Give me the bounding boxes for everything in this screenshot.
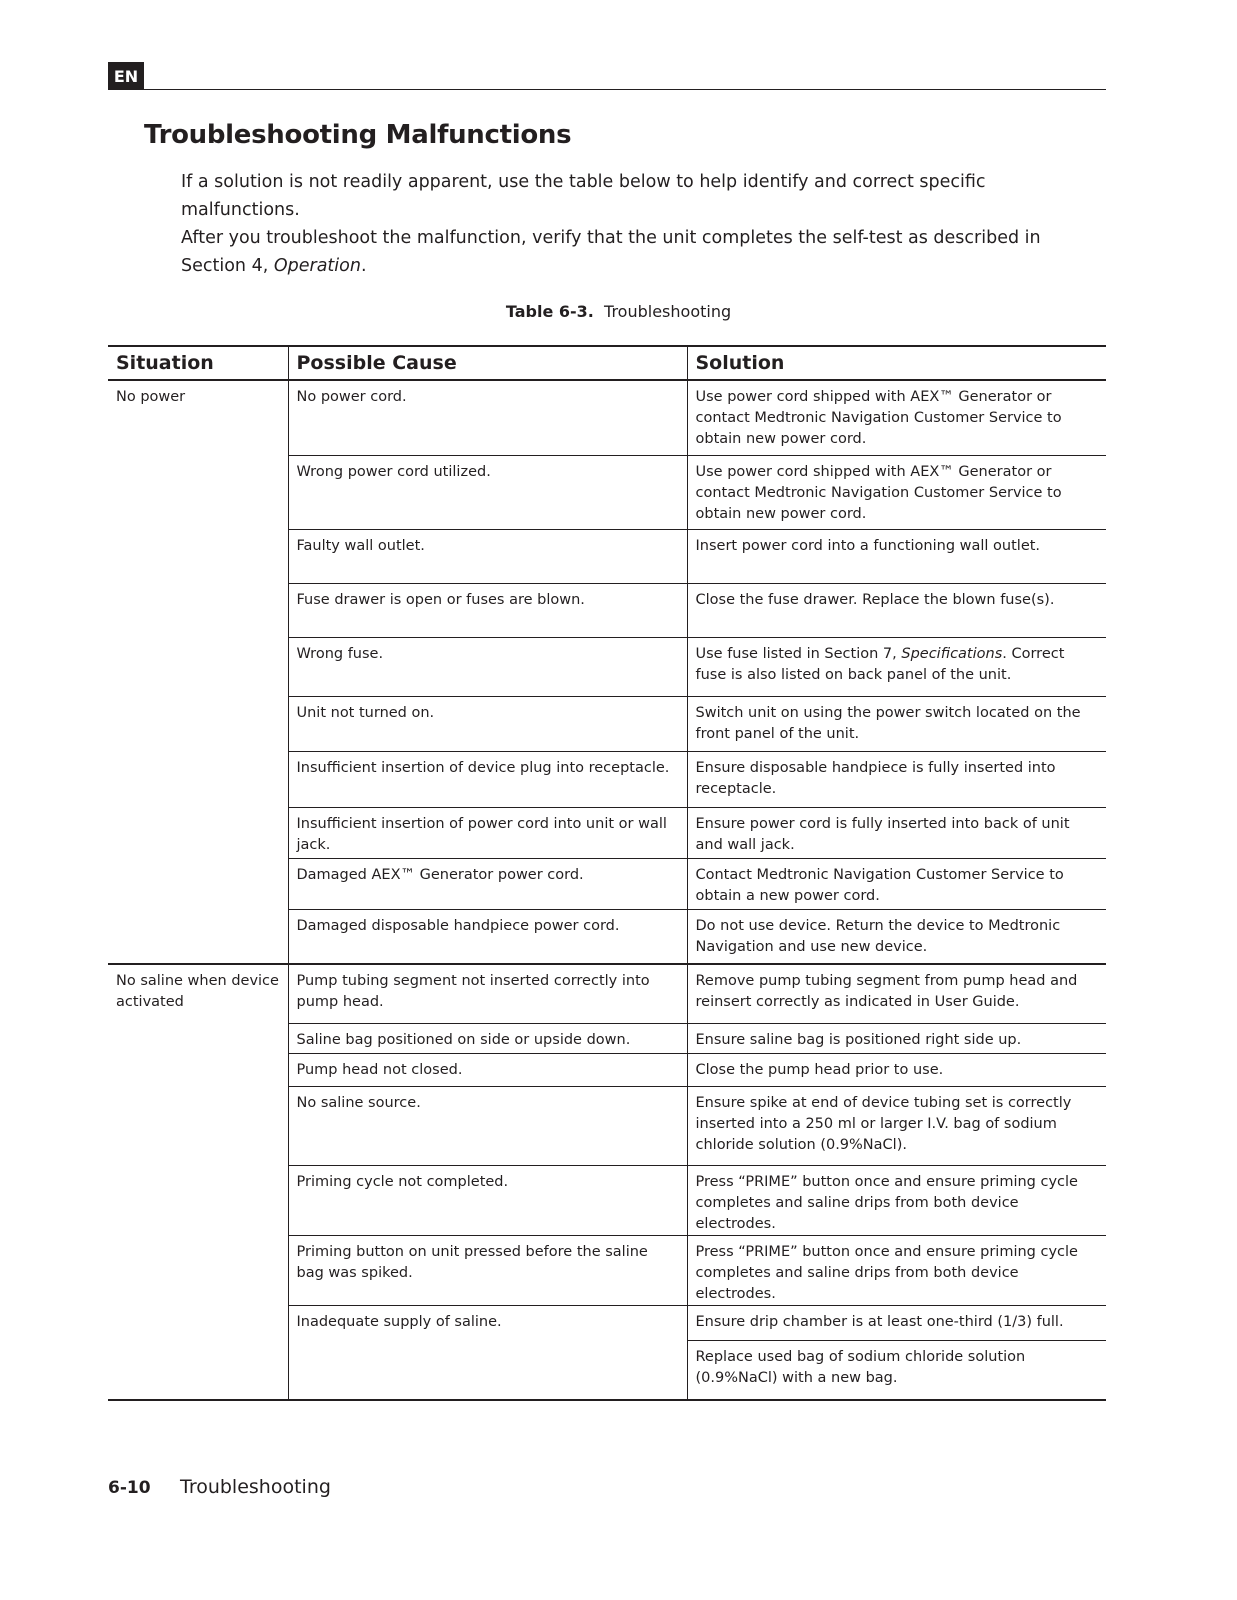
solution-cell: Do not use device. Return the device to Medtronic Navigation and use new device. (687, 909, 1106, 964)
solution-cell: Replace used bag of sodium chloride solution (0.9%NaCl) with a new bag. (687, 1340, 1106, 1400)
page-title: Troubleshooting Malfunctions (144, 120, 572, 150)
table-header-row (108, 346, 1106, 380)
solution-cell: Use power cord shipped with AEX™ Generator or contact Medtronic Navigation Customer Service to obtain new power cord. (687, 455, 1106, 529)
cause-cell: Pump head not closed. (288, 1053, 687, 1086)
intro-line-3-prefix: Section 4, (181, 256, 274, 276)
solution-cell: Ensure spike at end of device tubing set is correctly inserted into a 250 ml or larger I.V. bag of sodium chloride solution (0.9%NaCl). (687, 1086, 1106, 1165)
operation-reference: Operation (273, 256, 361, 276)
cause-cell: Saline bag positioned on side or upside down. (288, 1023, 687, 1053)
intro-line-3-suffix: . (360, 256, 367, 276)
table-caption (0, 302, 1237, 321)
solution-cell: Press “PRIME” button once and ensure priming cycle completes and saline drips from both device electrodes. (687, 1165, 1106, 1235)
table-row (108, 380, 1106, 455)
table-caption-text: Troubleshooting (604, 302, 732, 321)
solution-cell: Press “PRIME” button once and ensure priming cycle completes and saline drips from both device electrodes. (687, 1235, 1106, 1305)
solution-cell: Close the pump head prior to use. (687, 1053, 1106, 1086)
cause-cell: Damaged disposable handpiece power cord. (288, 909, 687, 964)
cause-cell: Unit not turned on. (288, 696, 687, 751)
solution-prefix: Use fuse listed in Section 7, (695, 645, 902, 662)
table-row (108, 964, 1106, 1023)
specifications-reference: Specifications (901, 645, 1003, 662)
troubleshooting-table (108, 345, 1106, 1401)
cause-cell: Damaged AEX™ Generator power cord. (288, 858, 687, 909)
situation-cell: No saline when device activated (108, 964, 288, 1400)
solution-cell: Ensure disposable handpiece is fully inserted into receptacle. (687, 751, 1106, 807)
solution-cell: Remove pump tubing segment from pump head and reinsert correctly as indicated in User Guide. (687, 964, 1106, 1023)
solution-cell: Close the fuse drawer. Replace the blown fuse(s). (687, 583, 1106, 637)
solution-cell (687, 637, 1106, 696)
intro-line-2: After you troubleshoot the malfunction, verify that the unit completes the self-test as described in (181, 228, 1041, 248)
cause-cell: Inadequate supply of saline. (288, 1305, 687, 1400)
footer-section-label: Troubleshooting (180, 1476, 331, 1498)
solution-cell: Use power cord shipped with AEX™ Generator or contact Medtronic Navigation Customer Service to obtain new power cord. (687, 380, 1106, 455)
solution-cell: Contact Medtronic Navigation Customer Service to obtain a new power cord. (687, 858, 1106, 909)
cause-cell: Insufficient insertion of power cord into unit or wall jack. (288, 807, 687, 858)
cause-cell: Priming cycle not completed. (288, 1165, 687, 1235)
header-rule (144, 89, 1106, 90)
solution-cell: Switch unit on using the power switch located on the front panel of the unit. (687, 696, 1106, 751)
solution-cell: Ensure power cord is fully inserted into back of unit and wall jack. (687, 807, 1106, 858)
intro-line-1: If a solution is not readily apparent, use the table below to help identify and correct specific malfunctions. (181, 172, 986, 220)
cause-cell: Pump tubing segment not inserted correctly into pump head. (288, 964, 687, 1023)
page-number: 6-10 (108, 1478, 151, 1498)
cause-cell: Insufficient insertion of device plug into receptacle. (288, 751, 687, 807)
solution-suffix: . Correct fuse is also listed on back panel of the unit. (695, 645, 1065, 683)
cause-cell: Fuse drawer is open or fuses are blown. (288, 583, 687, 637)
solution-cell: Ensure saline bag is positioned right side up. (687, 1023, 1106, 1053)
cause-cell: Wrong power cord utilized. (288, 455, 687, 529)
cause-cell: No power cord. (288, 380, 687, 455)
intro-line-3 (181, 252, 1081, 280)
cause-cell: No saline source. (288, 1086, 687, 1165)
intro-paragraph (181, 168, 1081, 280)
cause-cell: Wrong fuse. (288, 637, 687, 696)
situation-cell: No power (108, 380, 288, 964)
header-solution: Solution (687, 346, 1106, 380)
cause-cell: Priming button on unit pressed before the saline bag was spiked. (288, 1235, 687, 1305)
header-possible-cause: Possible Cause (288, 346, 687, 380)
cause-cell: Faulty wall outlet. (288, 529, 687, 583)
table-caption-label: Table 6-3. (505, 302, 594, 321)
language-tab: EN (108, 62, 144, 90)
header-situation: Situation (108, 346, 288, 380)
solution-cell: Ensure drip chamber is at least one-third (1/3) full. (687, 1305, 1106, 1340)
solution-cell: Insert power cord into a functioning wall outlet. (687, 529, 1106, 583)
